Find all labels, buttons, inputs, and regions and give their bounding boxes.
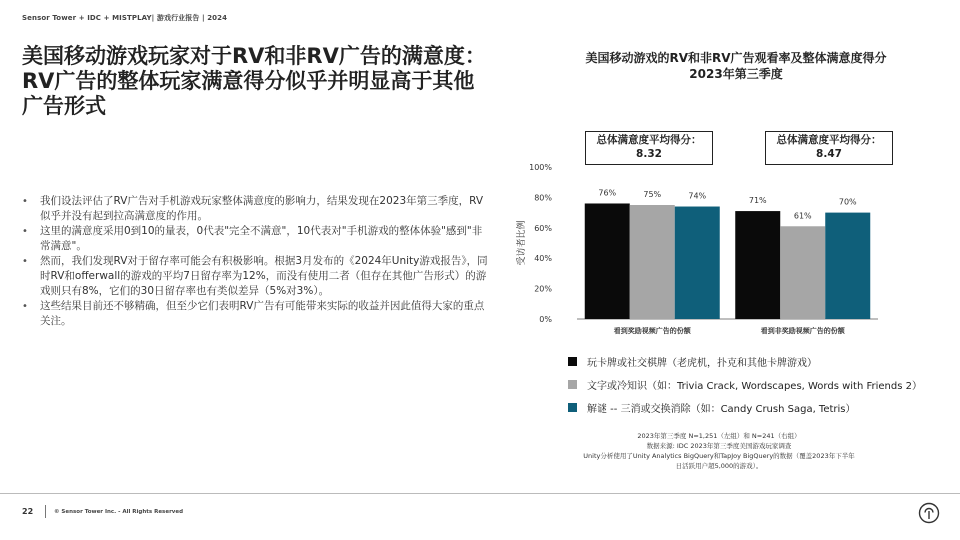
page-number: 22 (22, 507, 34, 516)
data-label: 71% (748, 196, 767, 206)
legend-swatch (568, 357, 577, 366)
report-header: Sensor Tower + IDC + MISTPLAY| 游戏行业报告 | 2024 (22, 14, 228, 22)
score-box-label: 总体满意度平均得分： (776, 134, 882, 146)
legend-label: 文字或冷知识（如：Trivia Crack, Wordscapes, Words with Friends 2） (587, 381, 922, 392)
source-line: 2023年第三季度 N=1,251（左组）和 N=241（右组） (637, 432, 801, 440)
data-label: 74% (688, 191, 707, 201)
bullet-text: 然而，我们发现RV对于留存率可能会有积极影响。根据3月发布的《2024年Unity游戏报告》，同时RV和offerwall的游戏的平均7日留存率为12%，而没有使用二者（但存在其他广告形式）的游戏则只有8%，它们的30日留存率也有类似差异（5%对3%）。 (40, 255, 488, 297)
bar (825, 213, 870, 319)
footer-divider (0, 493, 960, 494)
data-label: 75% (643, 190, 662, 199)
legend-label: 解谜 -- 三消或交换消除（如：Candy Crush Saga, Tetris） (587, 404, 856, 415)
y-tick-label: 60% (534, 223, 552, 233)
bullet-text: 我们设法评估了RV广告对手机游戏玩家整体满意度的影响力，结果发现在2023年第三季度，RV似乎并没有起到拉高满意度的作用。 (40, 195, 484, 222)
source-line: 日活跃用户超5,000的游戏）。 (675, 462, 763, 470)
legend-item (568, 396, 922, 419)
bar (585, 203, 630, 319)
legend-swatch (568, 380, 577, 389)
legend-swatch (568, 403, 577, 412)
bar (780, 226, 825, 319)
bar (735, 211, 780, 319)
source-line: 数据来源: IDC 2023年第三季度美国游戏玩家调查 (646, 442, 792, 450)
y-axis-label: 受访者比例 (517, 220, 527, 266)
bullet-text: 这里的满意度采用0到10的量表，0代表"完全不满意"，10代表对"手机游戏的整体体验"感到"非常满意"。 (40, 225, 483, 252)
footer-separator (45, 505, 46, 518)
bullet-marker: • (22, 256, 28, 267)
source-line: Unity分析使用了Unity Analytics BigQuery和TapJoy BigQuery的数据（覆盖2023年下半年 (583, 452, 855, 460)
bar-chart (500, 155, 900, 345)
x-category-label: 看到非奖励视频广告的份额 (760, 327, 845, 335)
page-title: 美国移动游戏玩家对于RV和非RV广告的满意度： RV广告的整体玩家满意得分似乎并明显高于其他广告形式 (22, 44, 486, 118)
bullet-item (22, 254, 490, 299)
bullet-item (22, 224, 490, 254)
legend-item (568, 350, 922, 373)
score-box-value: 8.32 (636, 148, 662, 160)
bar (630, 205, 675, 319)
x-category-label: 看到奖励视频广告的份额 (613, 327, 691, 335)
copyright-text: © Sensor Tower Inc. - All Rights Reserved (54, 509, 184, 515)
chart-title-line: 美国移动游戏的RV和非RV广告观看率及整体满意度得分 (585, 51, 887, 65)
chart-subtitle-line: 2023年第三季度 (689, 67, 783, 81)
y-tick-label: 40% (534, 254, 552, 264)
score-box-value: 8.47 (816, 148, 842, 160)
legend-item (568, 373, 922, 396)
data-label: 76% (598, 188, 617, 198)
legend-label: 玩卡牌或社交棋牌（老虎机，扑克和其他卡牌游戏） (587, 358, 817, 369)
y-tick-label: 20% (534, 284, 552, 294)
y-tick-label: 100% (529, 163, 552, 172)
bullet-text: 这些结果目前还不够精确，但至少它们表明RV广告有可能带来实际的收益并因此值得大家的重点关注。 (40, 300, 485, 327)
score-box-label: 总体满意度平均得分： (596, 134, 702, 146)
chart-legend (568, 350, 922, 419)
y-tick-label: 80% (534, 193, 552, 203)
bullet-marker: • (22, 226, 28, 237)
bullet-list (22, 194, 490, 329)
data-label: 61% (793, 211, 812, 221)
bullet-marker: • (22, 301, 28, 312)
data-label: 70% (838, 197, 857, 207)
bar (675, 207, 720, 319)
bullet-marker: • (22, 196, 28, 207)
bullet-item (22, 194, 490, 224)
bullet-item (22, 299, 490, 329)
y-tick-label: 0% (539, 315, 552, 324)
sensor-tower-logo-icon (918, 502, 940, 524)
chart-title (540, 50, 932, 82)
source-notes (538, 431, 900, 471)
